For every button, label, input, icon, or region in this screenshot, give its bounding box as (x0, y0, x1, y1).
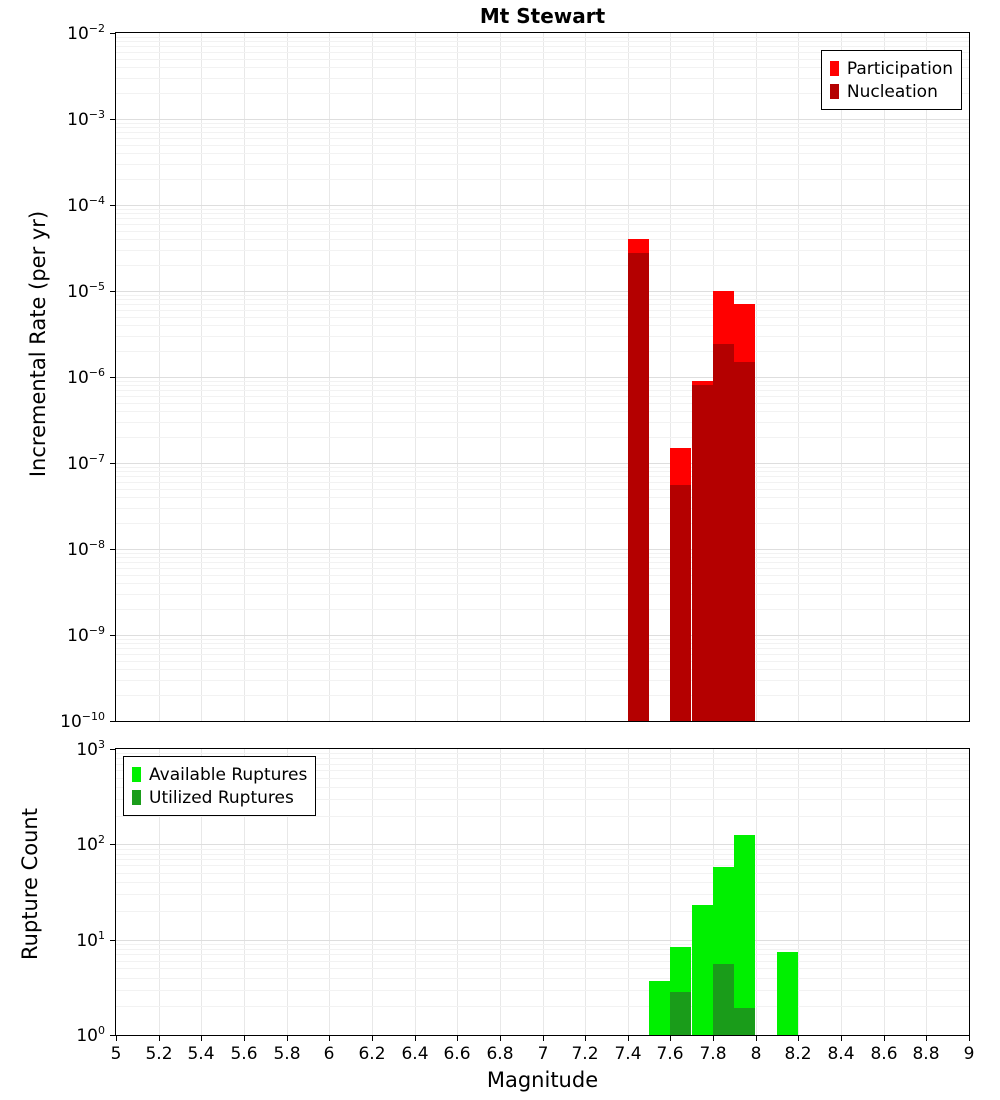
x-axis-tick (756, 1036, 757, 1041)
gridline-vertical (415, 749, 416, 1035)
x-axis-tick (543, 1036, 544, 1041)
gridline-horizontal-minor (116, 816, 969, 817)
gridline-horizontal-major (116, 635, 969, 636)
gridline-horizontal-minor (116, 317, 969, 318)
legend-swatch (830, 84, 839, 99)
y-axis-tick (110, 205, 115, 206)
y-axis-tick (110, 291, 115, 292)
gridline-horizontal-minor (116, 336, 969, 337)
x-axis-tick (415, 1036, 416, 1041)
gridline-vertical (543, 749, 544, 1035)
gridline-vertical (628, 749, 629, 1035)
bar (713, 344, 734, 721)
y-axis-label-top: Incremental Rate (per yr) (26, 210, 50, 478)
y-axis-tick (110, 119, 115, 120)
gridline-horizontal-minor (116, 132, 969, 133)
gridline-horizontal-minor (116, 648, 969, 649)
gridline-horizontal-minor (116, 873, 969, 874)
gridline-horizontal-minor (116, 643, 969, 644)
legend-incremental-rate (821, 50, 962, 110)
bar (734, 835, 755, 1035)
y-axis-tick-label: $10^{-6}$ (67, 366, 105, 388)
gridline-horizontal-major (116, 549, 969, 550)
bar (734, 362, 755, 721)
gridline-horizontal-minor (116, 954, 969, 955)
x-axis-tick-label: 6.6 (443, 1044, 471, 1064)
y-axis-tick-label: $10^{-8}$ (67, 538, 105, 560)
gridline-horizontal-minor (116, 882, 969, 883)
gridline-horizontal-major (116, 205, 969, 206)
gridline-horizontal-minor (116, 381, 969, 382)
gridline-horizontal-minor (116, 153, 969, 154)
bar (670, 992, 691, 1035)
legend-swatch (830, 61, 839, 76)
gridline-vertical (457, 749, 458, 1035)
gridline-horizontal-minor (116, 911, 969, 912)
gridline-horizontal-minor (116, 437, 969, 438)
gridline-horizontal-minor (116, 37, 969, 38)
x-axis-tick-label: 8.8 (912, 1044, 940, 1064)
gridline-horizontal-minor (116, 467, 969, 468)
gridline-vertical (841, 749, 842, 1035)
gridline-horizontal-minor (116, 145, 969, 146)
bar (628, 253, 649, 721)
gridline-horizontal-minor (116, 299, 969, 300)
gridline-horizontal-minor (116, 609, 969, 610)
x-axis-tick-label: 6.2 (358, 1044, 386, 1064)
gridline-horizontal-major (116, 291, 969, 292)
gridline-horizontal-minor (116, 944, 969, 945)
legend-item (830, 57, 953, 80)
x-axis-tick-label: 8 (750, 1044, 762, 1064)
x-axis-tick (159, 1036, 160, 1041)
x-axis-tick (116, 1036, 117, 1041)
gridline-horizontal-minor (116, 390, 969, 391)
legend-item (132, 786, 307, 809)
gridline-horizontal-minor (116, 46, 969, 47)
gridline-horizontal-major (116, 119, 969, 120)
gridline-horizontal-minor (116, 138, 969, 139)
x-axis-tick (201, 1036, 202, 1041)
gridline-horizontal-minor (116, 859, 969, 860)
gridline-horizontal-minor (116, 403, 969, 404)
gridline-horizontal-minor (116, 583, 969, 584)
gridline-vertical (329, 749, 330, 1035)
gridline-horizontal-minor (116, 489, 969, 490)
x-axis-tick (628, 1036, 629, 1041)
gridline-horizontal-minor (116, 310, 969, 311)
x-axis-tick-label: 5.2 (145, 1044, 173, 1064)
gridline-vertical (756, 749, 757, 1035)
gridline-vertical (500, 749, 501, 1035)
gridline-horizontal-minor (116, 575, 969, 576)
gridline-horizontal-minor (116, 669, 969, 670)
x-axis-tick (969, 1036, 970, 1041)
y-axis-tick (110, 463, 115, 464)
x-axis-tick-label: 5.4 (187, 1044, 215, 1064)
y-axis-tick (110, 749, 115, 750)
bar (777, 952, 798, 1035)
x-axis-label: Magnitude (486, 1068, 599, 1092)
bar (734, 1008, 755, 1035)
x-axis-tick (372, 1036, 373, 1041)
gridline-horizontal-minor (116, 568, 969, 569)
x-axis-tick-label: 8.6 (870, 1044, 898, 1064)
gridline-horizontal-major (116, 940, 969, 941)
x-axis-tick (841, 1036, 842, 1041)
legend-label: Participation (846, 58, 953, 79)
gridline-horizontal-minor (116, 680, 969, 681)
gridline-horizontal-minor (116, 351, 969, 352)
gridline-horizontal-major (116, 844, 969, 845)
gridline-horizontal-minor (116, 753, 969, 754)
legend-label: Utilized Ruptures (149, 787, 294, 808)
gridline-horizontal-minor (116, 562, 969, 563)
x-axis-tick-label: 6.8 (486, 1044, 514, 1064)
y-axis-tick-label: $10^{-3}$ (67, 108, 105, 130)
y-axis-tick-label: $10^{-9}$ (67, 624, 105, 646)
gridline-vertical (926, 749, 927, 1035)
gridline-horizontal-minor (116, 978, 969, 979)
gridline-horizontal-minor (116, 661, 969, 662)
x-axis-tick (244, 1036, 245, 1041)
x-axis-tick-label: 6 (323, 1044, 335, 1064)
gridline-horizontal-minor (116, 179, 969, 180)
y-axis-tick (110, 549, 115, 550)
bar (692, 905, 713, 1035)
x-axis-tick-label: 5 (110, 1044, 122, 1064)
y-axis-label-bottom: Rupture Count (18, 808, 42, 960)
legend-item (132, 763, 307, 786)
x-axis-tick (713, 1036, 714, 1041)
gridline-horizontal-minor (116, 218, 969, 219)
gridline-horizontal-major (116, 463, 969, 464)
gridline-horizontal-minor (116, 385, 969, 386)
bar (692, 385, 713, 721)
y-axis-tick-label: $10^{-10}$ (60, 710, 105, 732)
y-axis-tick (110, 721, 115, 722)
gridline-horizontal-minor (116, 968, 969, 969)
incremental-rate-plot-area (116, 33, 969, 721)
y-axis-tick (110, 635, 115, 636)
legend-swatch (132, 790, 141, 805)
gridline-horizontal-minor (116, 476, 969, 477)
x-axis-tick (670, 1036, 671, 1041)
gridline-horizontal-minor (116, 123, 969, 124)
gridline-horizontal-minor (116, 250, 969, 251)
gridline-horizontal-minor (116, 949, 969, 950)
legend-item (830, 80, 953, 103)
bar (649, 981, 670, 1035)
y-axis-tick-label: $10^{-4}$ (67, 194, 105, 216)
gridline-horizontal-minor (116, 553, 969, 554)
x-axis-tick (287, 1036, 288, 1041)
gridline-horizontal-minor (116, 523, 969, 524)
y-axis-tick-label: $10^{-2}$ (67, 22, 105, 44)
x-axis-tick-label: 5.6 (230, 1044, 258, 1064)
x-axis-tick-label: 8.4 (827, 1044, 855, 1064)
y-axis-tick (110, 1035, 115, 1036)
gridline-horizontal-minor (116, 209, 969, 210)
y-axis-tick-label: $10^0$ (76, 1024, 105, 1046)
bar (713, 964, 734, 1035)
gridline-horizontal-minor (116, 854, 969, 855)
x-axis-tick-label: 6.4 (401, 1044, 429, 1064)
gridline-horizontal-minor (116, 695, 969, 696)
x-axis-tick (585, 1036, 586, 1041)
gridline-horizontal-minor (116, 422, 969, 423)
gridline-horizontal-minor (116, 557, 969, 558)
legend-rupture-count (123, 756, 316, 816)
x-axis-tick (457, 1036, 458, 1041)
gridline-horizontal-minor (116, 471, 969, 472)
gridline-horizontal-minor (116, 1006, 969, 1007)
y-axis-tick (110, 33, 115, 34)
gridline-horizontal-minor (116, 213, 969, 214)
gridline-horizontal-minor (116, 894, 969, 895)
y-axis-tick (110, 377, 115, 378)
x-axis-tick-label: 8.2 (784, 1044, 812, 1064)
x-axis-tick-label: 7.8 (699, 1044, 727, 1064)
y-axis-tick-label: $10^{-5}$ (67, 280, 105, 302)
gridline-horizontal-minor (116, 325, 969, 326)
x-axis-tick (798, 1036, 799, 1041)
y-axis-tick-label: $10^3$ (76, 738, 105, 760)
x-axis-tick-label: 7.4 (614, 1044, 642, 1064)
gridline-vertical (372, 749, 373, 1035)
x-axis-tick (500, 1036, 501, 1041)
legend-label: Available Ruptures (149, 764, 308, 785)
gridline-horizontal-minor (116, 594, 969, 595)
gridline-horizontal-minor (116, 497, 969, 498)
x-axis-tick (884, 1036, 885, 1041)
gridline-horizontal-minor (116, 482, 969, 483)
gridline-horizontal-minor (116, 265, 969, 266)
bar (670, 485, 691, 721)
gridline-horizontal-minor (116, 990, 969, 991)
gridline-horizontal-minor (116, 849, 969, 850)
gridline-horizontal-minor (116, 231, 969, 232)
y-axis-tick-label: $10^1$ (76, 929, 105, 951)
incremental-rate-plot (115, 32, 970, 722)
x-axis-tick (329, 1036, 330, 1041)
gridline-horizontal-minor (116, 41, 969, 42)
gridline-horizontal-major (116, 377, 969, 378)
gridline-horizontal-minor (116, 508, 969, 509)
gridline-horizontal-minor (116, 961, 969, 962)
gridline-horizontal-minor (116, 654, 969, 655)
page-title: Mt Stewart (479, 4, 606, 28)
x-axis-tick (926, 1036, 927, 1041)
legend-swatch (132, 767, 141, 782)
gridline-horizontal-minor (116, 304, 969, 305)
legend-label: Nucleation (846, 81, 938, 102)
y-axis-tick-label: $10^{-7}$ (67, 452, 105, 474)
x-axis-tick-label: 9 (963, 1044, 975, 1064)
gridline-horizontal-minor (116, 411, 969, 412)
gridline-horizontal-minor (116, 639, 969, 640)
gridline-horizontal-minor (116, 239, 969, 240)
gridline-horizontal-minor (116, 164, 969, 165)
y-axis-tick-label: $10^2$ (76, 833, 105, 855)
gridline-horizontal-minor (116, 224, 969, 225)
gridline-vertical (884, 749, 885, 1035)
y-axis-tick (110, 844, 115, 845)
gridline-horizontal-minor (116, 295, 969, 296)
gridline-horizontal-minor (116, 127, 969, 128)
x-axis-tick-label: 7 (537, 1044, 549, 1064)
x-axis-tick-label: 7.2 (571, 1044, 599, 1064)
gridline-vertical (585, 749, 586, 1035)
x-axis-tick-label: 5.8 (273, 1044, 301, 1064)
gridline-horizontal-minor (116, 396, 969, 397)
x-axis-tick-label: 7.6 (656, 1044, 684, 1064)
y-axis-tick (110, 940, 115, 941)
gridline-horizontal-minor (116, 865, 969, 866)
gridline-vertical (798, 749, 799, 1035)
